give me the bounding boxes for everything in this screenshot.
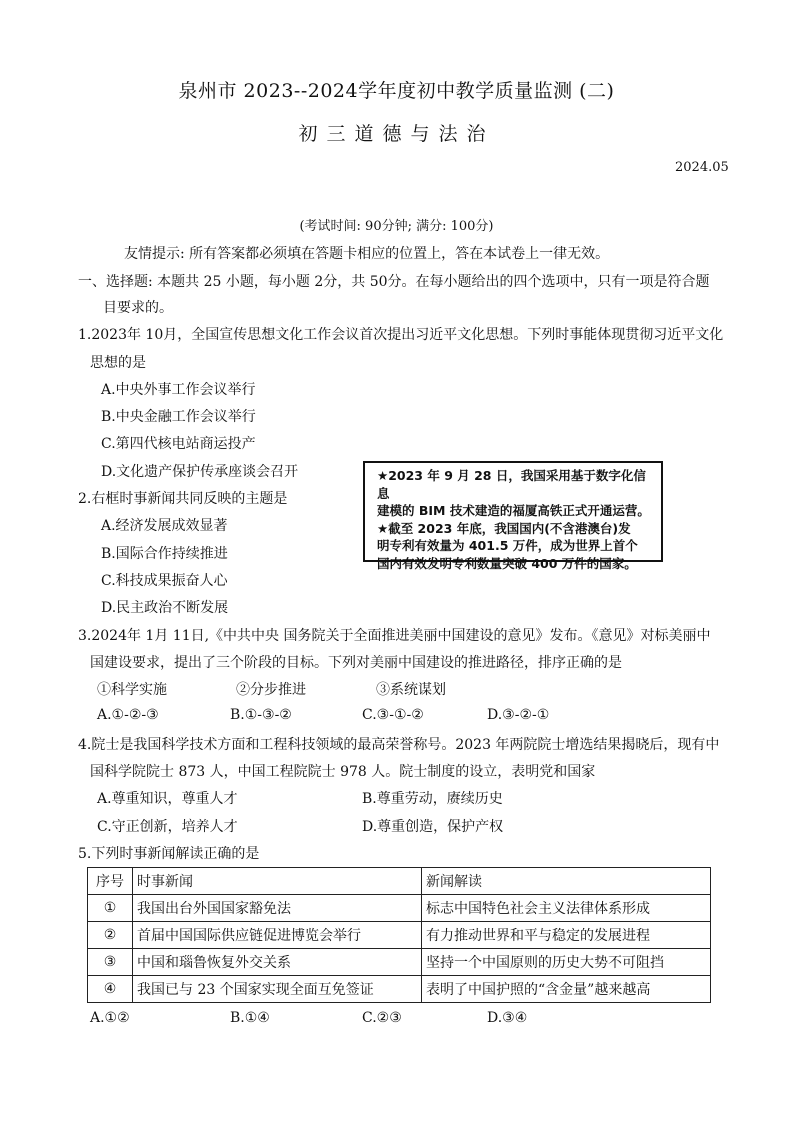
q2-option-b: B.国际合作持续推进 <box>101 546 228 562</box>
table-cell: 坚持一个中国原则的历史大势不可阻挡 <box>422 949 711 976</box>
exam-date: 2024.05 <box>675 160 729 175</box>
table-cell: 我国已与 23 个国家实现全面互免签证 <box>133 976 422 1003</box>
exam-title: 泉州市 2023--2024学年度初中教学质量监测 (二) <box>178 80 615 102</box>
table-cell: 首届中国国际供应链促进博览会举行 <box>133 922 422 949</box>
q5-option-d: D.③④ <box>487 1010 528 1026</box>
q1-option-c: C.第四代核电站商运投产 <box>101 436 256 452</box>
q4-option-d: D.尊重创造，保护产权 <box>362 819 504 835</box>
exam-subtitle: 初三道德与法治 <box>298 123 495 145</box>
q2-option-a: A.经济发展成效显著 <box>101 518 228 534</box>
q4-option-a: A.尊重知识，尊重人才 <box>97 791 238 807</box>
table-cell: 中国和瑙鲁恢复外交关系 <box>133 949 422 976</box>
table-cell: 标志中国特色社会主义法律体系形成 <box>422 895 711 922</box>
table-cell: ① <box>88 895 133 922</box>
table-row <box>88 976 711 1003</box>
table-row <box>88 895 711 922</box>
table-header-cell: 新闻解读 <box>422 868 711 895</box>
q2-option-d: D.民主政治不断发展 <box>101 600 229 616</box>
news-box-line: ★截至 2023 年底，我国国内(不含港澳台)发 <box>377 520 631 536</box>
q2-stem: 2.右框时事新闻共同反映的主题是 <box>78 491 288 507</box>
q5-option-c: C.②③ <box>362 1010 402 1026</box>
news-box-line: 明专利有效量为 401.5 万件，成为世界上首个 <box>377 538 638 553</box>
table-header-cell: 序号 <box>88 868 133 895</box>
table-row <box>88 922 711 949</box>
table-cell: 有力推动世界和平与稳定的发展进程 <box>422 922 711 949</box>
q3-item-2: ②分步推进 <box>236 682 306 698</box>
q2-option-c: C.科技成果振奋人心 <box>101 573 228 589</box>
q1-option-b: B.中央金融工作会议举行 <box>101 409 256 425</box>
section-instruction-line2: 目要求的。 <box>103 300 173 316</box>
table-cell: ③ <box>88 949 133 976</box>
q4-option-c: C.守正创新，培养人才 <box>97 819 238 835</box>
table-header-row <box>88 868 711 895</box>
q3-option-b: B.①-③-② <box>230 707 292 723</box>
q5-news-table <box>87 867 711 1003</box>
table-cell: 我国出台外国国家豁免法 <box>133 895 422 922</box>
news-box-line: ★2023 年 9 月 28 日，我国采用基于数字化信息 <box>377 468 646 501</box>
q3-option-a: A.①-②-③ <box>97 707 159 723</box>
q3-stem-line2: 国建设要求，提出了三个阶段的目标。下列对美丽中国建设的推进路径，排序正确的是 <box>90 655 622 671</box>
table-cell: ④ <box>88 976 133 1003</box>
notice: 友情提示: 所有答案都必须填在答题卡相应的位置上，答在本试卷上一律无效。 <box>124 246 610 262</box>
table-row <box>88 949 711 976</box>
q3-option-d: D.③-②-① <box>487 707 550 723</box>
q3-stem-line1: 3.2024年 1月 11日,《中共中央 国务院关于全面推进美丽中国建设的意见》发布。《意见》对标美丽中 <box>78 628 711 644</box>
news-box <box>363 461 663 571</box>
table-cell: ② <box>88 922 133 949</box>
q4-option-b: B.尊重劳动，赓续历史 <box>362 791 503 807</box>
q4-stem-line1: 4.院士是我国科学技术方面和工程科技领域的最高荣誉称号。2023 年两院院士增选结果揭晓后，现有中 <box>78 737 720 753</box>
news-box-line: 建模的 BIM 技术建造的福厦高铁正式开通运营。 <box>377 503 650 518</box>
exam-info: (考试时间: 90分钟; 满分: 100分) <box>299 219 494 234</box>
q5-option-a: A.①② <box>90 1010 130 1026</box>
q4-stem-line2: 国科学院院士 873 人，中国工程院院士 978 人。院士制度的设立，表明党和国家 <box>90 764 596 780</box>
q3-item-3: ③系统谋划 <box>376 682 446 698</box>
q3-item-1: ①科学实施 <box>97 682 167 698</box>
news-box-line: 国内有效发明专利数量突破 400 万件的国家。 <box>377 555 637 571</box>
q3-option-c: C.③-①-② <box>362 707 424 723</box>
q1-option-a: A.中央外事工作会议举行 <box>101 382 256 398</box>
q5-option-b: B.①④ <box>230 1010 270 1026</box>
q1-stem-line1: 1.2023年 10月，全国宣传思想文化工作会议首次提出习近平文化思想。下列时事能体现贯彻习近平文化 <box>78 327 724 343</box>
table-cell: 表明了中国护照的“含金量”越来越高 <box>422 976 711 1003</box>
q1-option-d: D.文化遗产保护传承座谈会召开 <box>101 464 299 480</box>
table-header-cell: 时事新闻 <box>133 868 422 895</box>
q5-stem: 5.下列时事新闻解读正确的是 <box>78 846 260 862</box>
section-instruction-line1: 一、选择题: 本题共 25 小题，每小题 2分，共 50分。在每小题给出的四个选项中，只有一项是符合题 <box>78 274 710 290</box>
q1-stem-line2: 思想的是 <box>90 355 146 371</box>
